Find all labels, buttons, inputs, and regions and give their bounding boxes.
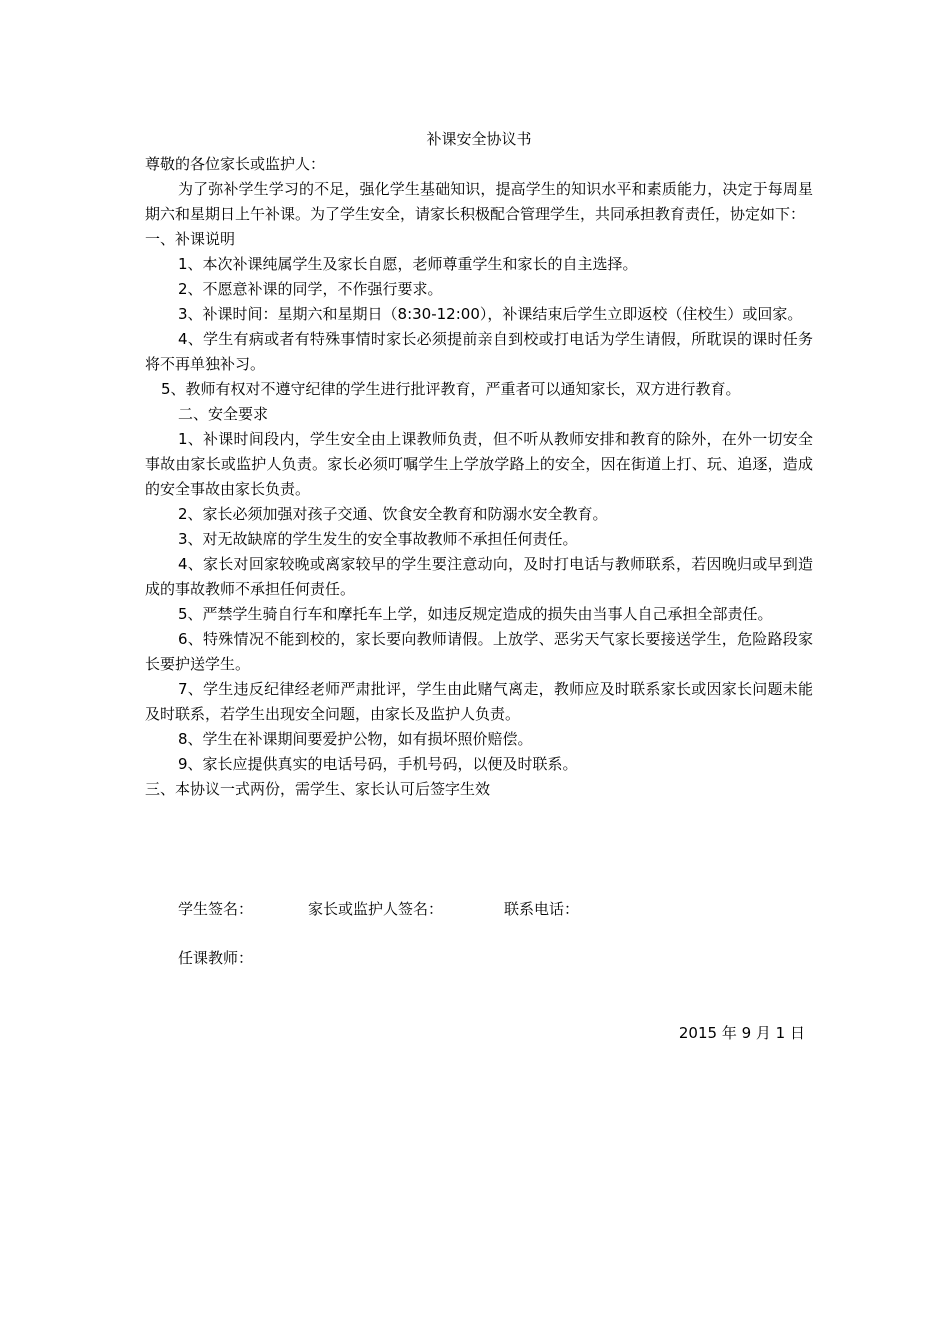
section2-item-3: 3、对无故缺席的学生发生的安全事故教师不承担任何责任。 [178, 530, 578, 548]
section2-item-6: 6、特殊情况不能到校的，家长要向教师请假。上放学、恶劣天气家长要接送学生，危险路段家长要护送学生。 [145, 630, 813, 673]
document-date: 2015 年 9 月 1 日 [678, 1024, 805, 1042]
phone-label: 联系电话： [504, 900, 580, 918]
document-body [145, 127, 813, 802]
salutation: 尊敬的各位家长或监护人： [145, 155, 326, 173]
section1-item-3: 3、补课时间：星期六和星期日（8:30-12:00），补课结束后学生立即返校（住校生）或回家。 [178, 305, 803, 323]
section2-item-1: 1、补课时间段内，学生安全由上课教师负责，但不听从教师安排和教育的除外，在外一切安全事故由家长或监护人负责。家长必须叮嘱学生上学放学路上的安全，因在街道上打、玩、追逐，造成的安全事故由家长负责。 [145, 430, 813, 498]
section2-item-2: 2、家长必须加强对孩子交通、饮食安全教育和防溺水安全教育。 [178, 505, 608, 523]
section3-heading: 三、本协议一式两份，需学生、家长认可后签字生效 [145, 780, 491, 798]
section1-item-4: 4、学生有病或者有特殊事情时家长必须提前亲自到校或打电话为学生请假，所耽误的课时任务将不再单独补习。 [145, 330, 813, 373]
section2-item-8: 8、学生在补课期间要爱护公物，如有损坏照价赔偿。 [178, 730, 533, 748]
section2-item-4: 4、家长对回家较晚或离家较早的学生要注意动向，及时打电话与教师联系，若因晚归或早到造成的事故教师不承担任何责任。 [145, 555, 813, 598]
document-title: 补课安全协议书 [426, 130, 532, 148]
teacher-signature-label: 任课教师： [178, 949, 254, 967]
student-signature-label: 学生签名： [178, 900, 254, 918]
section2-item-7: 7、学生违反纪律经老师严肃批评，学生由此赌气离走，教师应及时联系家长或因家长问题未能及时联系，若学生出现安全问题，由家长及监护人负责。 [145, 680, 813, 723]
section2-heading: 二、安全要求 [178, 405, 269, 423]
section2-item-9: 9、家长应提供真实的电话号码，手机号码，以便及时联系。 [178, 755, 578, 773]
section2-item-5: 5、严禁学生骑自行车和摩托车上学，如违反规定造成的损失由当事人自己承担全部责任。 [178, 605, 773, 623]
section1-item-5: 5、教师有权对不遵守纪律的学生进行批评教育，严重者可以通知家长，双方进行教育。 [161, 380, 741, 398]
section1-item-2: 2、不愿意补课的同学，不作强行要求。 [178, 280, 443, 298]
signature-row [178, 897, 579, 922]
intro-paragraph: 为了弥补学生学习的不足，强化学生基础知识，提高学生的知识水平和素质能力，决定于每周星期六和星期日上午补课。为了学生安全，请家长积极配合管理学生，共同承担教育责任，协定如下： [145, 180, 813, 223]
parent-signature-label: 家长或监护人签名： [308, 900, 444, 918]
section1-heading: 一、补课说明 [145, 230, 236, 248]
section1-item-1: 1、本次补课纯属学生及家长自愿，老师尊重学生和家长的自主选择。 [178, 255, 638, 273]
